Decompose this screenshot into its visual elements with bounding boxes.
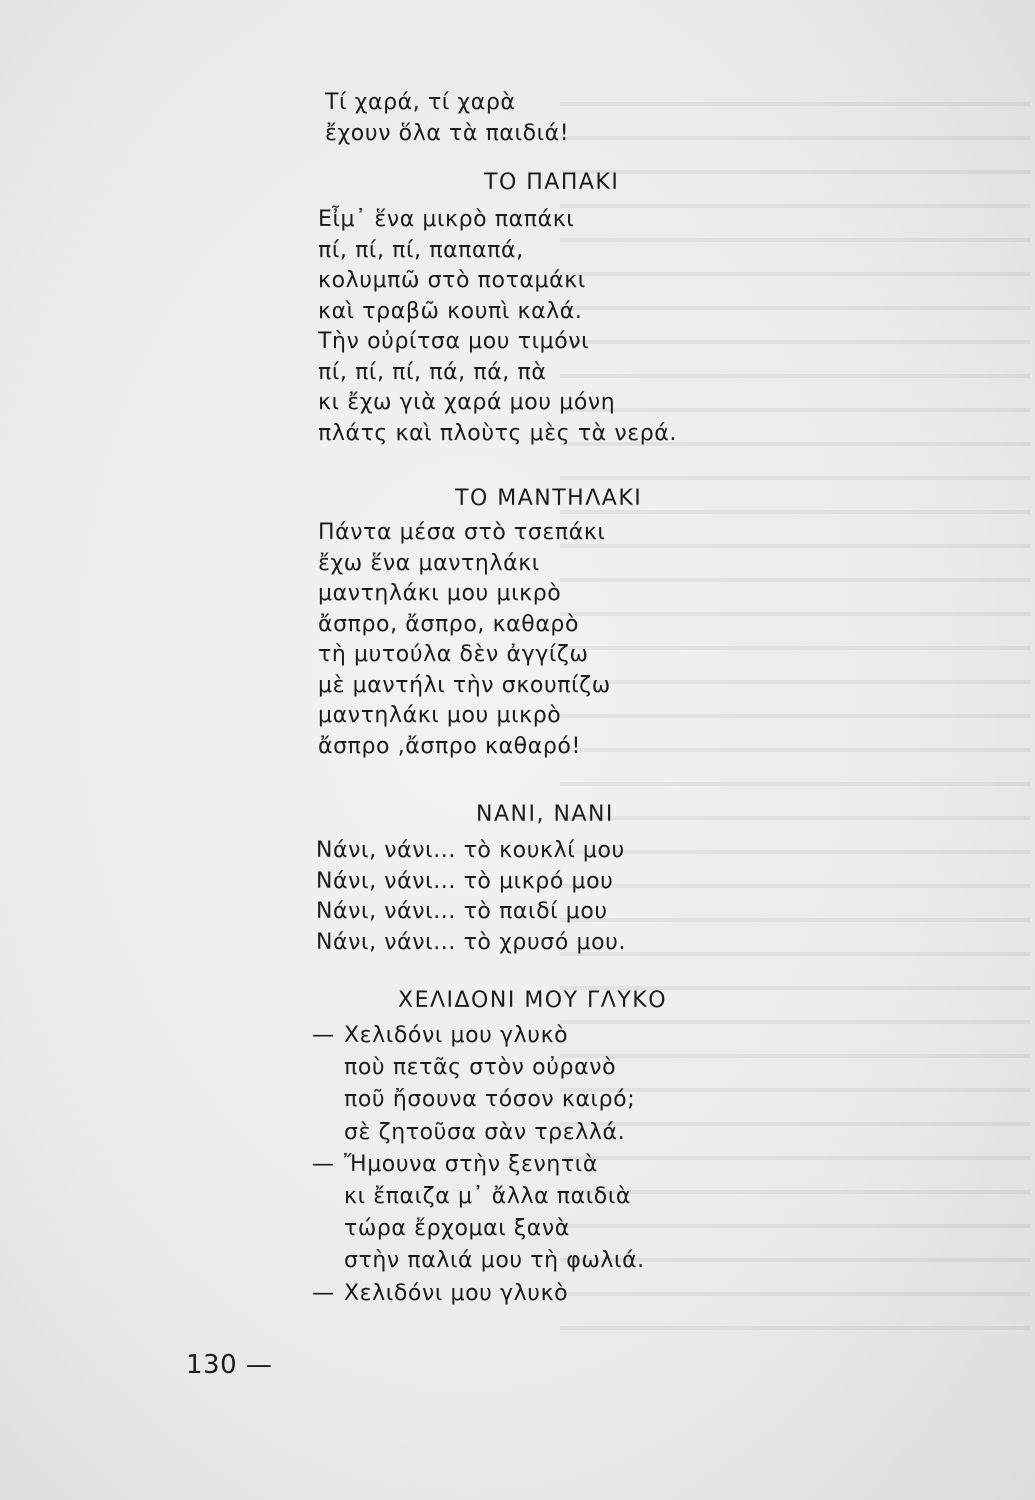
- poem-line: [312, 1149, 645, 1181]
- dialogue-dash: —: [312, 1023, 335, 1048]
- poem-line: στὴν παλιά μου τὴ φωλιά.: [344, 1248, 645, 1274]
- poem-body: [318, 518, 611, 762]
- poem-line: Νάνι, νάνι... τὸ μικρό μου: [316, 868, 614, 894]
- poem-line: μαντηλάκι μου μικρὸ: [318, 581, 562, 606]
- poem-body: [316, 836, 626, 958]
- poem-line: ποῦ ἤσουνα τόσον καιρό;: [344, 1087, 636, 1113]
- poem-title: ΤΟ ΜΑΝΤΗΛΑΚΙ: [455, 486, 643, 511]
- poem-line: πί, πί, πί, παπαπά,: [318, 237, 524, 263]
- poem-line: καὶ τραβῶ κουπὶ καλά.: [318, 298, 583, 324]
- poem-line: σὲ ζητοῦσα σὰν τρελλά.: [344, 1119, 626, 1145]
- poem-body: [312, 1020, 645, 1310]
- poem-line: κι ἔχω γιὰ χαρά μου μόνη: [318, 390, 616, 415]
- poem-line: [312, 1278, 645, 1310]
- poem-line: μὲ μαντήλι τὴν σκουπίζω: [318, 672, 611, 698]
- poem-line: ποὺ πετᾶς στὸν οὐρανὸ: [344, 1055, 617, 1081]
- poem-line-text: Χελιδόνι μου γλυκὸ: [344, 1023, 569, 1048]
- poem-title: ΧΕΛΙΔΟΝΙ ΜΟΥ ΓΛΥΚΟ: [398, 988, 668, 1013]
- dialogue-dash: —: [312, 1151, 335, 1177]
- poem-line: Νάνι, νάνι... τὸ κουκλί μου: [316, 838, 625, 863]
- poem-line: [312, 1020, 645, 1052]
- poem-line: Εἶμ᾽ ἕνα μικρὸ παπάκι: [318, 207, 575, 232]
- intro-stanza: [325, 88, 569, 149]
- poem-line: Νάνι, νάνι... τὸ παιδί μου: [316, 899, 608, 924]
- intro-line: Τί χαρά, τί χαρὰ: [325, 90, 516, 115]
- poem-line: τὴ μυτούλα δὲν ἀγγίζω: [318, 642, 589, 667]
- poem-line: Τὴν οὐρίτσα μου τιμόνι: [318, 329, 590, 354]
- intro-line: ἔχουν ὅλα τὰ παιδιά!: [325, 120, 570, 146]
- poem-body: [318, 205, 677, 449]
- poem-line: ἄσπρο, ἄσπρο, καθαρὸ: [318, 611, 580, 637]
- poem-title: ΝΑΝΙ, ΝΑΝΙ: [476, 802, 614, 827]
- poem-line-text: Χελιδόνι μου γλυκὸ: [344, 1280, 569, 1306]
- poem-line: τώρα ἔρχομαι ξανὰ: [344, 1216, 570, 1242]
- poem-title: ΤΟ ΠΑΠΑΚΙ: [484, 170, 620, 195]
- poem-line: μαντηλάκι μου μικρὸ: [318, 703, 562, 728]
- poem-line-text: Ἤμουνα στὴν ξενητιὰ: [344, 1151, 598, 1177]
- poem-line: ἄσπρο ,ἄσπρο καθαρό!: [318, 733, 581, 759]
- poem-line: ἔχω ἕνα μαντηλάκι: [318, 550, 540, 576]
- poem-line: Νάνι, νάνι... τὸ χρυσό μου.: [316, 929, 627, 955]
- poem-line: πλάτς καὶ πλοὺτς μὲς τὰ νερά.: [318, 420, 678, 446]
- poem-line: πί, πί, πί, πά, πά, πὰ: [318, 359, 547, 385]
- page-number: 130 —: [186, 1350, 273, 1380]
- poem-line: κολυμπῶ στὸ ποταμάκι: [318, 268, 586, 293]
- poem-line: κι ἔπαιζα μ᾽ ἄλλα παιδιὰ: [344, 1183, 631, 1209]
- dialogue-dash: —: [312, 1280, 335, 1306]
- poem-line: Πάντα μέσα στὸ τσεπάκι: [318, 520, 606, 545]
